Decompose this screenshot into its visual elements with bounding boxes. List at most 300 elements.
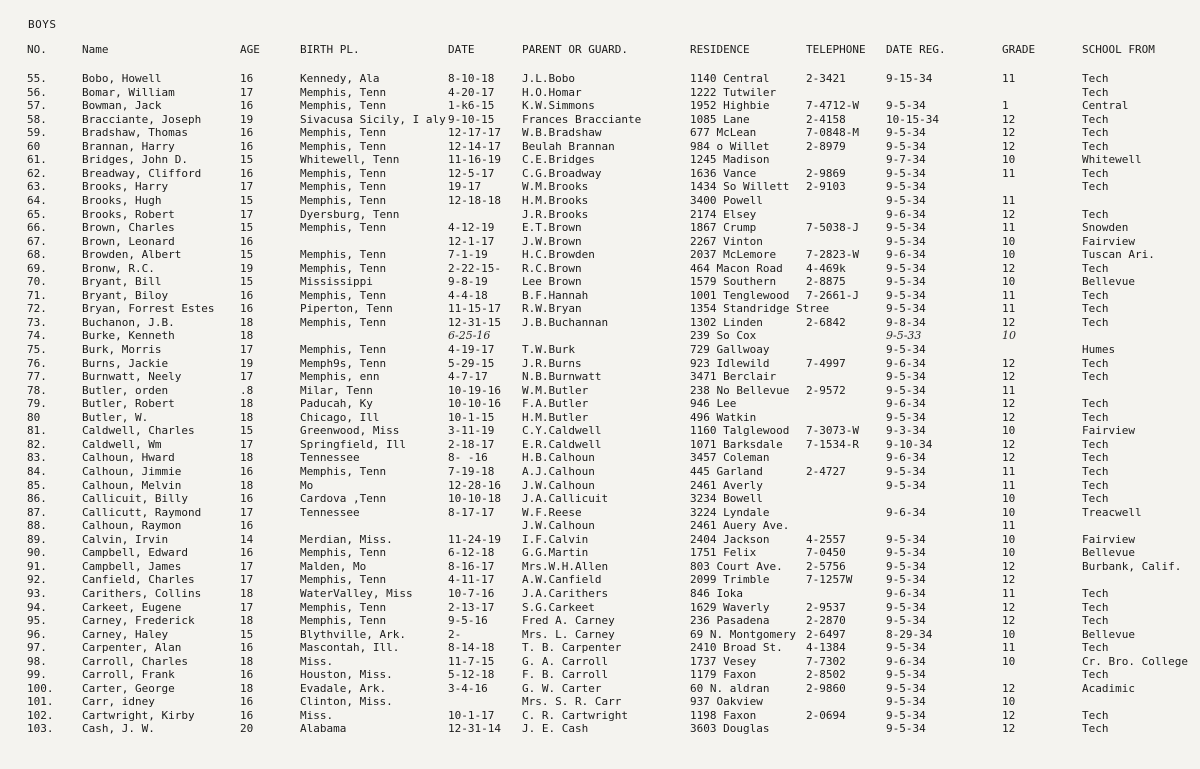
cell-telephone: 7-7302 — [806, 654, 846, 668]
cell-name: Canfield, Charles — [82, 573, 195, 587]
cell-name: Brannan, Harry — [82, 139, 175, 153]
cell-grade: 10 — [1002, 546, 1016, 560]
cell-date-reg: 9-5-34 — [886, 343, 926, 356]
cell-birth-place: Kennedy, Ala — [300, 72, 380, 85]
cell-parent: B.F.Hannah — [522, 288, 589, 302]
cell-no: 100. — [27, 681, 54, 695]
cell-age: 18 — [240, 681, 254, 695]
cell-age: 16 — [240, 708, 254, 722]
cell-name: Butler, W. — [82, 410, 149, 424]
cell-name: Callicutt, Raymond — [82, 505, 202, 519]
table-row — [0, 275, 1200, 289]
table-row — [0, 316, 1200, 330]
cell-no: 73. — [27, 315, 47, 329]
cell-date: 5-12-18 — [448, 668, 495, 682]
cell-date-reg: 8-29-34 — [886, 627, 933, 641]
cell-school-from: Tech — [1082, 72, 1109, 85]
cell-school-from: Tech — [1082, 261, 1109, 275]
cell-grade: 11 — [1002, 193, 1016, 207]
cell-telephone: 2-8875 — [806, 275, 846, 289]
cell-date-reg: 9-5-34 — [886, 478, 926, 492]
cell-no: 91. — [27, 559, 47, 573]
cell-residence: 1245 Madison — [690, 153, 770, 167]
cell-age: 18 — [240, 397, 254, 411]
cell-school-from: Tech — [1082, 437, 1109, 451]
cell-birth-place: Memphis, Tenn — [300, 139, 387, 153]
table-row — [0, 370, 1200, 384]
cell-school-from: Tech — [1082, 126, 1109, 140]
cell-telephone: 2-9537 — [806, 600, 846, 614]
cell-grade: 12 — [1002, 559, 1016, 573]
cell-telephone: 2-9860 — [806, 681, 846, 695]
cell-school-from: Tech — [1082, 112, 1109, 126]
cell-name: Campbell, Edward — [82, 546, 188, 560]
table-row — [0, 167, 1200, 181]
cell-parent: H.M.Butler — [522, 410, 589, 424]
cell-name: Burnwatt, Neely — [82, 370, 182, 384]
cell-birth-place: Clinton, Miss. — [300, 695, 393, 709]
cell-birth-place: Memphis, enn — [300, 370, 380, 384]
cell-grade: 12 — [1002, 410, 1016, 424]
cell-grade: 11 — [1002, 586, 1016, 600]
cell-parent: W.M.Brooks — [522, 180, 589, 194]
cell-name: Breadway, Clifford — [82, 166, 202, 180]
cell-school-from: Tech — [1082, 315, 1109, 329]
cell-residence: 1001 Tenglewood — [690, 288, 790, 302]
cell-telephone: 2-0694 — [806, 708, 846, 722]
cell-age: 16 — [240, 302, 254, 316]
cell-grade: 12 — [1002, 207, 1016, 221]
cell-date-reg: 9-5-34 — [886, 275, 926, 289]
cell-birth-place: Memph9s, Tenn — [300, 356, 387, 370]
cell-parent: J.W.Calhoun — [522, 478, 595, 492]
cell-telephone: 2-9103 — [806, 180, 846, 194]
cell-date-reg: 9-5-34 — [886, 166, 926, 180]
cell-no: 80 — [27, 410, 41, 424]
cell-residence: 1579 Southern — [690, 275, 777, 289]
table-row — [0, 479, 1200, 493]
cell-name: Carr, idney — [82, 695, 155, 709]
cell-residence: 3224 Lyndale — [690, 505, 770, 519]
cell-telephone: 2-9869 — [806, 166, 846, 180]
cell-parent: H.M.Brooks — [522, 193, 589, 207]
table-row — [0, 709, 1200, 723]
cell-parent: H.B.Calhoun — [522, 451, 595, 465]
cell-residence: 1629 Waverly — [690, 600, 770, 614]
header-grade: GRADE — [1002, 43, 1036, 56]
cell-date: 12-18-18 — [448, 193, 501, 207]
cell-grade: 12 — [1002, 600, 1016, 614]
table-row — [0, 587, 1200, 601]
cell-date-reg: 9-5-34 — [886, 234, 926, 248]
cell-name: Brooks, Harry — [82, 180, 169, 194]
cell-residence: 2461 Auery Ave. — [690, 519, 790, 533]
table-row — [0, 208, 1200, 222]
table-row — [0, 113, 1200, 127]
cell-birth-place: Sivacusa Sicily, I aly — [300, 112, 446, 126]
cell-date: 9-10-15 — [448, 112, 495, 126]
cell-grade: 10 — [1002, 505, 1016, 519]
cell-residence: 937 Oakview — [690, 695, 763, 709]
cell-telephone: 2-9572 — [806, 383, 846, 397]
cell-parent: J.R.Brooks — [522, 207, 589, 221]
cell-no: 72. — [27, 302, 47, 316]
cell-grade: 11 — [1002, 465, 1016, 478]
cell-school-from: Bellevue — [1082, 275, 1135, 289]
cell-date-reg: 9-5-34 — [886, 410, 926, 424]
table-row — [0, 492, 1200, 506]
cell-telephone: 2-5756 — [806, 559, 846, 573]
cell-age: 18 — [240, 478, 254, 492]
cell-age: 18 — [240, 654, 254, 668]
cell-residence: 3234 Bowell — [690, 492, 763, 506]
cell-residence: 2404 Jackson — [690, 532, 770, 546]
cell-no: 97. — [27, 641, 47, 655]
cell-name: Bryant, Biloy — [82, 288, 169, 302]
cell-date-reg: 9-5-33 — [886, 329, 922, 343]
cell-date-reg: 9-3-34 — [886, 424, 926, 438]
cell-grade: 11 — [1002, 383, 1016, 397]
cell-residence: 1867 Crump — [690, 221, 757, 235]
cell-name: Carithers, Collins — [82, 586, 202, 600]
cell-birth-place: Evadale, Ark. — [300, 681, 387, 695]
cell-grade: 10 — [1002, 329, 1016, 343]
cell-no: 64. — [27, 193, 47, 207]
cell-date-reg: 9-5-34 — [886, 193, 926, 207]
table-row — [0, 343, 1200, 357]
cell-name: Calhoun, Melvin — [82, 478, 182, 492]
table-row — [0, 99, 1200, 113]
cell-birth-place: Merdian, Miss. — [300, 532, 393, 546]
cell-no: 79. — [27, 397, 47, 411]
cell-name: Bobo, Howell — [82, 72, 162, 85]
table-row — [0, 221, 1200, 235]
cell-birth-place: Tennessee — [300, 451, 360, 465]
cell-school-from: Tech — [1082, 397, 1109, 411]
cell-name: Browden, Albert — [82, 248, 182, 262]
cell-grade: 10 — [1002, 248, 1016, 262]
cell-school-from: Bellevue — [1082, 627, 1135, 641]
cell-residence: 236 Pasadena — [690, 614, 770, 627]
cell-telephone: 2-2870 — [806, 614, 846, 627]
cell-no: 88. — [27, 519, 47, 533]
cell-date-reg: 9-5-34 — [886, 99, 926, 113]
cell-date: 3-4-16 — [448, 681, 488, 695]
cell-birth-place: Memphis, Tenn — [300, 546, 387, 560]
cell-school-from: Central — [1082, 99, 1129, 113]
cell-age: 20 — [240, 722, 254, 736]
cell-date: 12-17-17 — [448, 126, 501, 140]
cell-school-from: Treacwell — [1082, 505, 1142, 519]
cell-birth-place: Houston, Miss. — [300, 668, 393, 682]
cell-residence: 445 Garland — [690, 465, 763, 478]
cell-age: 15 — [240, 248, 254, 262]
cell-telephone: 2-6497 — [806, 627, 846, 641]
cell-date: 11-15-17 — [448, 302, 501, 316]
cell-age: 16 — [240, 234, 254, 248]
cell-telephone: 2-8502 — [806, 668, 846, 682]
cell-no: 75. — [27, 343, 47, 356]
cell-birth-place: Memphis, Tenn — [300, 343, 387, 356]
cell-date-reg: 9-5-34 — [886, 559, 926, 573]
cell-no: 57. — [27, 99, 47, 113]
cell-no: 63. — [27, 180, 47, 194]
cell-date-reg: 9-5-34 — [886, 532, 926, 546]
cell-school-from: Tech — [1082, 614, 1109, 627]
cell-date: 10-10-18 — [448, 492, 501, 506]
cell-date-reg: 9-5-34 — [886, 302, 926, 316]
cell-name: Bracciante, Joseph — [82, 112, 202, 126]
cell-birth-place: Milar, Tenn — [300, 383, 373, 397]
cell-birth-place: Cardova ,Tenn — [300, 492, 387, 506]
cell-residence: 3400 Powell — [690, 193, 763, 207]
cell-grade: 12 — [1002, 139, 1016, 153]
table-row — [0, 357, 1200, 371]
cell-parent: C.G.Broadway — [522, 166, 602, 180]
cell-date: 2-18-17 — [448, 437, 495, 451]
cell-residence: 3457 Coleman — [690, 451, 770, 465]
cell-birth-place: Memphis, Tenn — [300, 261, 387, 275]
cell-age: 15 — [240, 627, 254, 641]
cell-telephone: 7-4712-W — [806, 99, 859, 113]
cell-name: Butler, Robert — [82, 397, 175, 411]
cell-parent: Mrs. L. Carney — [522, 627, 615, 641]
cell-no: 55. — [27, 72, 47, 85]
cell-name: Burke, Kenneth — [82, 329, 175, 343]
cell-date-reg: 9-5-34 — [886, 546, 926, 560]
cell-age: 18 — [240, 410, 254, 424]
cell-date: 2-13-17 — [448, 600, 495, 614]
cell-no: 67. — [27, 234, 47, 248]
header-parent: PARENT OR GUARD. — [522, 43, 628, 56]
cell-grade: 10 — [1002, 492, 1016, 506]
cell-no: 89. — [27, 532, 47, 546]
cell-school-from: Tech — [1082, 708, 1109, 722]
cell-birth-place: Miss. — [300, 708, 334, 722]
cell-birth-place: Memphis, Tenn — [300, 166, 387, 180]
cell-school-from: Tech — [1082, 207, 1109, 221]
cell-parent: C. R. Cartwright — [522, 708, 628, 722]
cell-grade: 11 — [1002, 221, 1016, 235]
cell-parent: Fred A. Carney — [522, 614, 615, 627]
cell-no: 102. — [27, 708, 54, 722]
cell-age: 18 — [240, 586, 254, 600]
cell-name: Callicuit, Billy — [82, 492, 188, 506]
cell-school-from: Tech — [1082, 180, 1109, 194]
cell-age: 17 — [240, 600, 254, 614]
cell-school-from: Tuscan Ari. — [1082, 248, 1155, 262]
cell-school-from: Cr. Bro. College — [1082, 654, 1188, 668]
cell-date-reg: 9-6-34 — [886, 397, 926, 411]
cell-date-reg: 9-5-34 — [886, 668, 926, 682]
table-row — [0, 695, 1200, 709]
cell-date: 4-11-17 — [448, 573, 495, 587]
cell-grade: 12 — [1002, 681, 1016, 695]
cell-school-from: Bellevue — [1082, 546, 1135, 560]
cell-date: 11-7-15 — [448, 654, 495, 668]
cell-date: 10-10-16 — [448, 397, 501, 411]
cell-birth-place: Memphis, Tenn — [300, 221, 387, 235]
cell-date: 4-12-19 — [448, 221, 495, 235]
cell-date-reg: 9-5-34 — [886, 722, 926, 736]
cell-school-from: Humes — [1082, 343, 1116, 356]
cell-date: 19-17 — [448, 180, 482, 194]
cell-birth-place: Mascontah, Ill. — [300, 641, 400, 655]
cell-birth-place: Alabama — [300, 722, 347, 736]
cell-no: 94. — [27, 600, 47, 614]
cell-no: 103. — [27, 722, 54, 736]
cell-parent: E.T.Brown — [522, 221, 582, 235]
cell-date: 12-28-16 — [448, 478, 501, 492]
cell-date-reg: 9-10-34 — [886, 437, 933, 451]
cell-telephone: 7-1257W — [806, 573, 853, 587]
cell-telephone: 4-469k — [806, 261, 846, 275]
cell-date: 4-4-18 — [448, 288, 488, 302]
table-row — [0, 424, 1200, 438]
cell-residence: 1071 Barksdale — [690, 437, 783, 451]
cell-name: Bomar, William — [82, 85, 175, 99]
header-age: AGE — [240, 43, 260, 56]
cell-name: Calhoun, Raymon — [82, 519, 182, 533]
table-row — [0, 519, 1200, 533]
cell-date-reg: 9-5-34 — [886, 695, 926, 709]
cell-parent: W.F.Reese — [522, 505, 582, 519]
cell-date: 11-16-19 — [448, 153, 501, 167]
cell-school-from: Tech — [1082, 139, 1109, 153]
cell-parent: J.R.Burns — [522, 356, 582, 370]
cell-residence: 1302 Linden — [690, 315, 763, 329]
header-no: NO. — [27, 43, 47, 56]
cell-no: 84. — [27, 465, 47, 478]
cell-date-reg: 9-5-34 — [886, 600, 926, 614]
cell-residence: 1636 Vance — [690, 166, 757, 180]
cell-date: 10-19-16 — [448, 383, 501, 397]
cell-school-from: Fairview — [1082, 532, 1135, 546]
cell-telephone: 2-8979 — [806, 139, 846, 153]
cell-parent: F.A.Butler — [522, 397, 589, 411]
cell-parent: W.B.Bradshaw — [522, 126, 602, 140]
cell-residence: 60 N. aldran — [690, 681, 770, 695]
cell-grade: 12 — [1002, 315, 1016, 329]
cell-date-reg: 9-5-34 — [886, 465, 926, 478]
cell-date: 8- -16 — [448, 451, 488, 465]
cell-age: 17 — [240, 573, 254, 587]
cell-date: 2-22-15- — [448, 261, 501, 275]
cell-date-reg: 9-5-34 — [886, 708, 926, 722]
cell-parent: J.W.Brown — [522, 234, 582, 248]
cell-school-from: Tech — [1082, 166, 1109, 180]
cell-residence: 1354 Standridge Stree — [690, 302, 830, 316]
table-row — [0, 329, 1200, 343]
cell-no: 83. — [27, 451, 47, 465]
cell-residence: 2410 Broad St. — [690, 641, 783, 655]
cell-no: 66. — [27, 221, 47, 235]
cell-school-from: Tech — [1082, 722, 1109, 736]
cell-date-reg: 9-6-34 — [886, 654, 926, 668]
cell-no: 96. — [27, 627, 47, 641]
cell-grade: 11 — [1002, 641, 1016, 655]
cell-no: 92. — [27, 573, 47, 587]
cell-residence: 946 Lee — [690, 397, 737, 411]
cell-date: 6-25-16 — [448, 329, 491, 343]
cell-residence: 1198 Faxon — [690, 708, 757, 722]
cell-no: 77. — [27, 370, 47, 384]
cell-parent: T.W.Burk — [522, 343, 575, 356]
cell-no: 69. — [27, 261, 47, 275]
cell-birth-place: Paducah, Ky — [300, 397, 373, 411]
cell-school-from: Whitewell — [1082, 153, 1142, 167]
cell-name: Carpenter, Alan — [82, 641, 182, 655]
cell-telephone: 7-4997 — [806, 356, 846, 370]
cell-school-from: Tech — [1082, 600, 1109, 614]
cell-date: 8-16-17 — [448, 559, 495, 573]
cell-age: 16 — [240, 139, 254, 153]
cell-parent: G.G.Martin — [522, 546, 589, 560]
cell-name: Bradshaw, Thomas — [82, 126, 188, 140]
cell-age: 16 — [240, 166, 254, 180]
cell-grade: 11 — [1002, 302, 1016, 316]
cell-no: 95. — [27, 614, 47, 627]
cell-grade: 10 — [1002, 234, 1016, 248]
header-school-from: SCHOOL FROM — [1082, 43, 1155, 56]
cell-date-reg: 9-6-34 — [886, 207, 926, 221]
cell-date: 2- — [448, 627, 462, 641]
cell-no: 65. — [27, 207, 47, 221]
cell-age: 16 — [240, 99, 254, 113]
section-title: BOYS — [28, 18, 57, 31]
table-row — [0, 465, 1200, 479]
cell-birth-place: Memphis, Tenn — [300, 315, 387, 329]
cell-grade: 11 — [1002, 166, 1016, 180]
cell-school-from: Tech — [1082, 586, 1109, 600]
cell-name: Carney, Haley — [82, 627, 169, 641]
cell-parent: I.F.Calvin — [522, 532, 589, 546]
cell-birth-place: Mississippi — [300, 275, 373, 289]
cell-grade: 11 — [1002, 519, 1016, 533]
cell-parent: A.W.Canfield — [522, 573, 602, 587]
cell-date: 10-1-17 — [448, 708, 495, 722]
cell-no: 62. — [27, 166, 47, 180]
cell-birth-place: Mo — [300, 478, 314, 492]
cell-no: 58. — [27, 112, 47, 126]
table-row — [0, 560, 1200, 574]
cell-residence: 1737 Vesey — [690, 654, 757, 668]
cell-date: 1-k6-15 — [448, 99, 495, 113]
cell-grade: 11 — [1002, 288, 1016, 302]
cell-date-reg: 9-7-34 — [886, 153, 926, 167]
cell-residence: 3471 Berclair — [690, 370, 777, 384]
cell-name: Carney, Frederick — [82, 614, 195, 627]
cell-age: 17 — [240, 437, 254, 451]
cell-age: 15 — [240, 424, 254, 438]
cell-residence: 2174 Elsey — [690, 207, 757, 221]
cell-date-reg: 9-5-34 — [886, 139, 926, 153]
cell-date-reg: 9-5-34 — [886, 614, 926, 627]
cell-date: 12-14-17 — [448, 139, 501, 153]
cell-no: 99. — [27, 668, 47, 682]
cell-residence: 1160 Talglewood — [690, 424, 790, 438]
cell-age: 16 — [240, 641, 254, 655]
cell-no: 81. — [27, 424, 47, 438]
table-row — [0, 126, 1200, 140]
cell-name: Bowman, Jack — [82, 99, 162, 113]
cell-age: 16 — [240, 519, 254, 533]
cell-parent: Mrs. S. R. Carr — [522, 695, 622, 709]
cell-grade: 12 — [1002, 708, 1016, 722]
cell-no: 68. — [27, 248, 47, 262]
cell-date-reg: 9-5-34 — [886, 126, 926, 140]
cell-birth-place: Malden, Mo — [300, 559, 367, 573]
